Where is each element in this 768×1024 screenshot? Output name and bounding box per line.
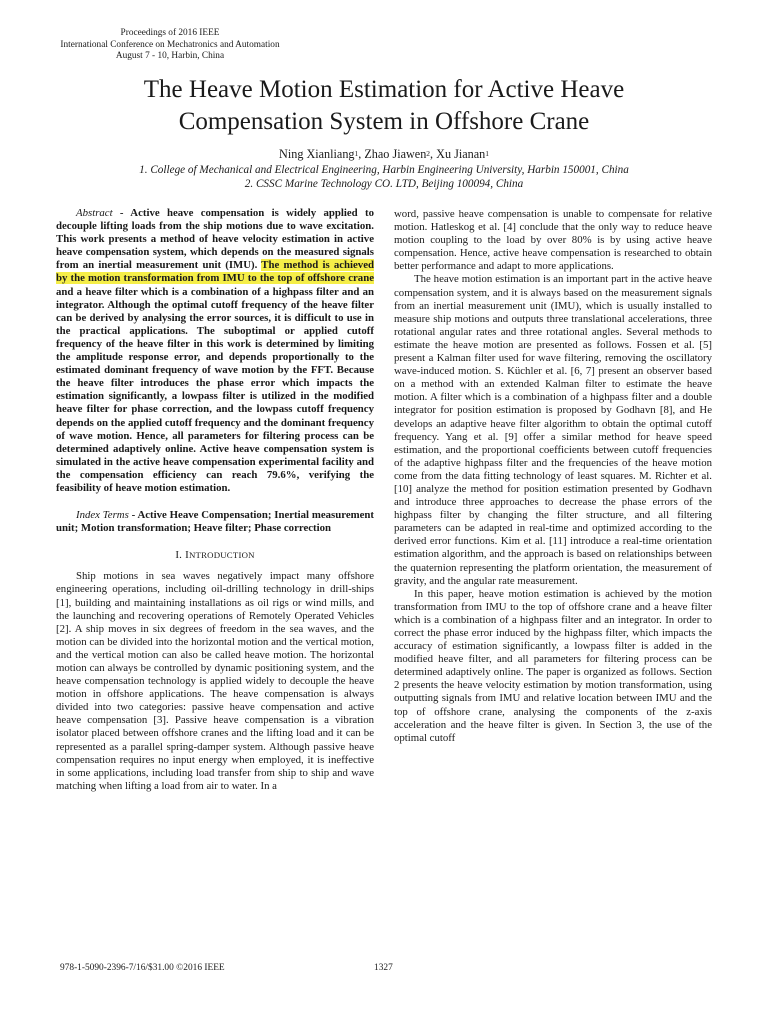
- body-paragraph: In this paper, heave motion estimation is achieved by the motion transformation from IMU to the top of offshore crane and a heave filter which is a combination of a highpass filter and an integrator. In order to correct the phase error induced by the highpass filter, which impacts the accuracy of estimation significantly, a lowpass filter is added in the modified heave filter, and all parameters for filtering process can be determined adaptively online. The paper is organized as follows. Section 2 presents the heave velocity estimation by motion transformation, using outputting signals from IMU and relative location between IMU and the top of offshore crane, analysing the components of the z-axis acceleration and the heave filter is given. In Section 3, the use of the optimal cutoff: [394, 587, 712, 744]
- author-name: Xu Jianan: [436, 147, 486, 161]
- abstract-text-part1: Active heave compensation is widely applied to decouple lifting loads from the ship motions due to wave excitation. This work presents a method of heave velocity estimation in active heave compensation system, which depends on the measured signals from an inertial measurement unit (IMU).: [56, 207, 374, 272]
- section-title-rest: NTRODUCTION: [188, 550, 255, 561]
- author-name: Ning Xianliang: [279, 147, 355, 161]
- author-separator: ,: [430, 147, 437, 161]
- highlighted-text[interactable]: The method is achieved by the motion transformation from IMU to the top of offshore crane: [56, 259, 374, 285]
- proceedings-line-2: International Conference on Mechatronics and Automation: [60, 39, 280, 50]
- author-name: Zhao Jiawen: [364, 147, 427, 161]
- introduction-paragraph: Ship motions in sea waves negatively impact many offshore engineering operations, including oil-drilling technology in drill-ships [1], building and maintaining installations as oil rigs or wind mills, and the launching and recovering operations of Remotely Operated Vehicles [2]. A ship moves in six degrees of freedom in the sea waves, and the motion can be divided into the horizontal motion and the vertical motion, and the vertical motion can also be called heave motion. The horizontal motion can always be controlled by dynamic positioning system, and the heave compensation technology is applied widely to decouple the heave motion in offshore applications. The heave compensation is always divided into two categories: passive heave compensation and active heave compensation [3]. Passive heave compensation is a vibration isolator placed between offshore cranes and the lifting load and it can be represented as a parallel spring-damper system. Although passive heave compensation requires no input energy when employed, it is ineffective in some applications, including load transfer from ship to ship and wave matching when lifting a load from air to water. In a: [56, 570, 374, 792]
- proceedings-header: [40, 28, 300, 63]
- index-terms-label: Index Terms: [76, 509, 129, 522]
- section-numeral: I.: [175, 549, 186, 562]
- footer-copyright: 978-1-5090-2396-7/16/$31.00 ©2016 IEEE: [60, 963, 225, 973]
- left-column: [56, 207, 374, 793]
- index-terms-text: Active Heave Compensation; Inertial measurement unit; Motion transformation; Heave filter; Phase correction: [56, 509, 375, 535]
- abstract-text-part2: and a heave filter which is a combination of a highpass filter and an integrator. Although the optimal cutoff frequency of the heave filter can be derived by analysing the error sources, it is difficult to use in the practical applications. The suboptimal or applied cutoff frequency of the heave filter in this work is determined by limiting the amplitude response error, and depends proportionally to the estimated dominant frequency of wave motion by the FFT. Because the heave filter introduces the phase error which impacts the estimation significantly, a lowpass filter is utilized in the modified heave filter for phase correction, and the lowpass cutoff frequency depends on the applied cutoff frequency and the dominant frequency of wave motion. Hence, all parameters for filtering process can be determined adaptively online. Active heave compensation system is simulated in the active heave compensation experimental facility and the compensation efficiency can reach 79.6%, verifying the feasibility of heave motion estimation.: [56, 285, 374, 494]
- page-number: 1327: [374, 963, 393, 973]
- abstract-label: Abstract: [76, 207, 113, 219]
- body-paragraph: The heave motion estimation is an important part in the active heave compensation system, and it is always based on the measurement signals from an inertial measurement unit (IMU), which is usually installed to measure ship motions and outputs three translational accelerations, three rotational angular rates and three rotational angles. Several methods to estimate the heave motion are presented as follows. Fossen et al. [5] present a Kalman filter used for wave filtering, removing the oscillatory wave-induced motion. S. Küchler et al. [6, 7] present an observer based on a method with an extended Kalman filter to estimate the heave motion. A filter which is a combination of a highpass filter and a double integrator for position estimation is proposed by Godhavn [8], and He develops an adaptive heave filter algorithm to obtain the optimal cutoff frequency. Yang et al. [9] offer a similar method for heave speed estimation, and the proportional coefficients between cutoff frequencies of the adaptive highpass filter and the frequencies of the heave motion come from the data fitting technology of least squares. M. Richter et al. [10] analyze the method for position estimation presented by Godhavn and introduce three approaches to decrease the phase errors of the highpass filter by changing the filter structure, and all filtering parameters can be adapted in real-time and optimized according to the derived error functions. Kim et al. [11] introduce a real-time orientation estimation algorithm, and the approach is based on relationships between the quaternion representing the platform orientation, the measurement of gravity, and the angular rate measurement.: [394, 273, 712, 587]
- section-title-initial: I: [185, 549, 189, 562]
- paper-title: The Heave Motion Estimation for Active Heave Compensation System in Offshore Crane: [143, 76, 625, 135]
- author-affiliation-mark: 1: [485, 149, 489, 158]
- proceedings-line-3: August 7 - 10, Harbin, China: [115, 51, 225, 62]
- affiliations: [84, 164, 684, 192]
- author-affiliation-mark: 2: [426, 149, 431, 158]
- abstract: [56, 207, 374, 495]
- body-paragraph-continuation: word, passive heave compensation is unable to compensate for relative motion. Hatleskog et al. [4] conclude that the only way to reduce heave motion coupling to the load by over 80% is by using active heave compensation. Hence, active heave compensation is researched to obtain better performance and adapt to more applications.: [394, 208, 712, 273]
- author-list: [84, 147, 684, 162]
- affiliation-2: 2. CSSC Marine Technology CO. LTD, Beijing 100094, China: [244, 177, 524, 190]
- index-terms: [56, 509, 374, 535]
- right-column: [394, 208, 712, 745]
- section-heading-introduction: [56, 549, 374, 562]
- proceedings-line-1: Proceedings of 2016 IEEE: [120, 28, 220, 38]
- affiliation-1: 1. College of Mechanical and Electrical Engineering, Harbin Engineering University, Harbin 150001, China: [139, 164, 629, 176]
- author-affiliation-mark: 1: [354, 149, 359, 158]
- abstract-dash: -: [112, 207, 131, 219]
- index-terms-dash: -: [128, 509, 138, 522]
- author-separator: ,: [358, 147, 365, 161]
